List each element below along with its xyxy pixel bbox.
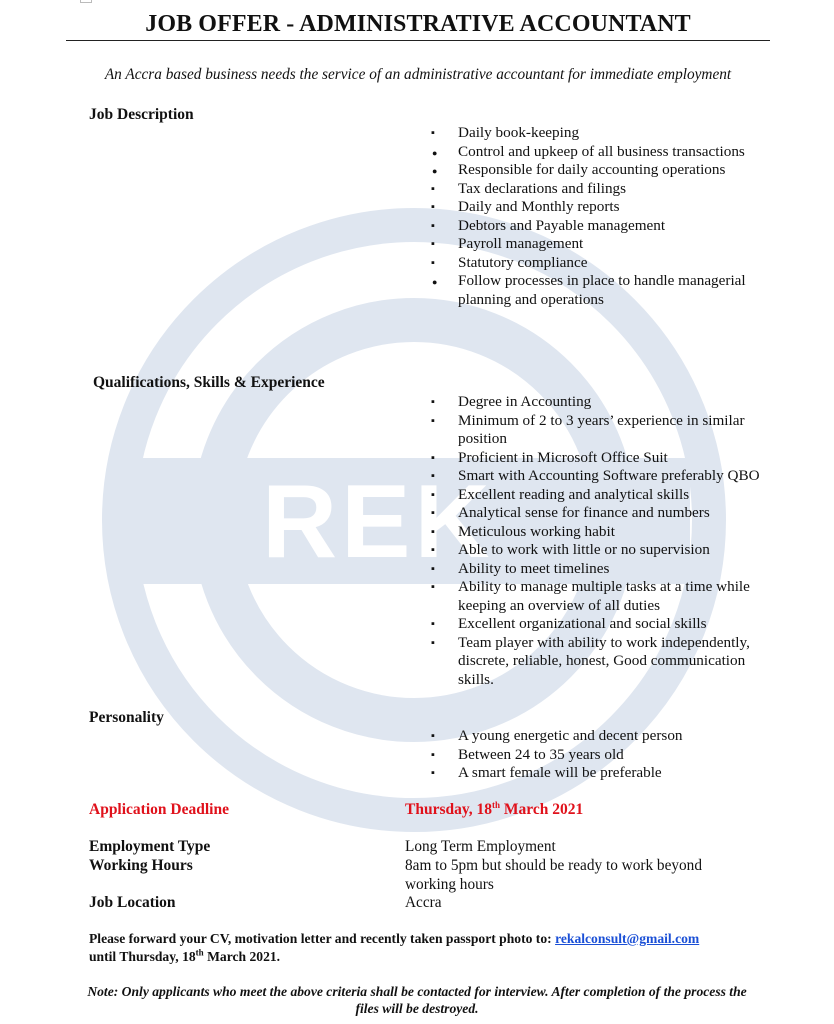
list-item: ▪ Debtors and Payable management bbox=[426, 217, 766, 236]
forward-text: Please forward your CV, motivation letter and recently taken passport photo to: bbox=[89, 931, 556, 946]
list-item: ▪ A young energetic and decent person bbox=[426, 727, 766, 746]
list-item: ▪ Analytical sense for finance and numbers bbox=[426, 504, 766, 523]
employment-type-label: Employment Type bbox=[89, 838, 211, 855]
deadline-suffix: th bbox=[492, 799, 501, 810]
list-item: ▪ Daily and Monthly reports bbox=[426, 198, 766, 217]
deadline-day: Thursday, 18 bbox=[405, 801, 493, 818]
qualifications-list bbox=[426, 393, 766, 689]
list-item: ▪ Excellent reading and analytical skills bbox=[426, 486, 766, 505]
list-item: ▪ Ability to manage multiple tasks at a time while keeping an overview of all duties bbox=[426, 578, 766, 615]
title-underline bbox=[66, 40, 770, 41]
list-item: ▪ Degree in Accounting bbox=[426, 393, 766, 412]
list-item: ▪ Minimum of 2 to 3 years’ experience in similar position bbox=[426, 412, 766, 449]
intro-text: An Accra based business needs the service of an administrative accountant for immediate employment bbox=[104, 66, 732, 83]
personality-list bbox=[426, 727, 766, 783]
deadline-rest: March 2021 bbox=[500, 801, 584, 818]
list-item: ▪ Payroll management bbox=[426, 235, 766, 254]
list-item: ▪ Daily book-keeping bbox=[426, 124, 766, 143]
forward-instructions bbox=[89, 930, 769, 965]
email-link[interactable]: rekalconsult@gmail.com bbox=[555, 931, 700, 946]
list-item: ▪ Excellent organizational and social skills bbox=[426, 615, 766, 634]
qualifications-heading: Qualifications, Skills & Experience bbox=[93, 374, 325, 391]
job-location-value: Accra bbox=[405, 894, 442, 911]
list-item: ▪ Proficient in Microsoft Office Suit bbox=[426, 449, 766, 468]
svg-text:REK: REK bbox=[262, 464, 494, 580]
list-item: ● Control and upkeep of all business transactions bbox=[426, 143, 766, 162]
personality-heading: Personality bbox=[89, 709, 164, 726]
list-item: ▪ Tax declarations and filings bbox=[426, 180, 766, 199]
list-item: ● Follow processes in place to handle managerial planning and operations bbox=[426, 272, 766, 309]
list-item: ▪ Ability to meet timelines bbox=[426, 560, 766, 579]
list-item: ▪ Meticulous working habit bbox=[426, 523, 766, 542]
deadline-value bbox=[405, 801, 583, 819]
list-item: ● Responsible for daily accounting operations bbox=[426, 161, 766, 180]
job-description-list bbox=[426, 124, 766, 309]
working-hours-value: 8am to 5pm but should be ready to work beyond working hours bbox=[405, 857, 702, 893]
working-hours-label: Working Hours bbox=[89, 857, 193, 874]
employment-type-value: Long Term Employment bbox=[405, 838, 556, 855]
list-item: ▪ Smart with Accounting Software preferably QBO bbox=[426, 467, 766, 486]
page-corner-mark bbox=[80, 0, 92, 3]
list-item: ▪ Statutory compliance bbox=[426, 254, 766, 273]
list-item: ▪ Team player with ability to work independently, discrete, reliable, honest, Good communication skills. bbox=[426, 634, 766, 690]
job-description-heading: Job Description bbox=[89, 106, 194, 123]
list-item: ▪ Between 24 to 35 years old bbox=[426, 746, 766, 765]
forward-until-day: until Thursday, 18 bbox=[89, 948, 196, 964]
forward-until-suffix: th bbox=[195, 946, 204, 957]
list-item: ▪ Able to work with little or no supervision bbox=[426, 541, 766, 560]
list-item: ▪ A smart female will be preferable bbox=[426, 764, 766, 783]
page-title: JOB OFFER - ADMINISTRATIVE ACCOUNTANT bbox=[145, 11, 691, 37]
deadline-label: Application Deadline bbox=[89, 801, 229, 818]
forward-until-rest: March 2021. bbox=[203, 948, 281, 964]
note-text: Note: Only applicants who meet the above criteria shall be contacted for interview. After completion of the process the files will be destroyed. bbox=[87, 984, 747, 1016]
job-location-label: Job Location bbox=[89, 894, 176, 911]
